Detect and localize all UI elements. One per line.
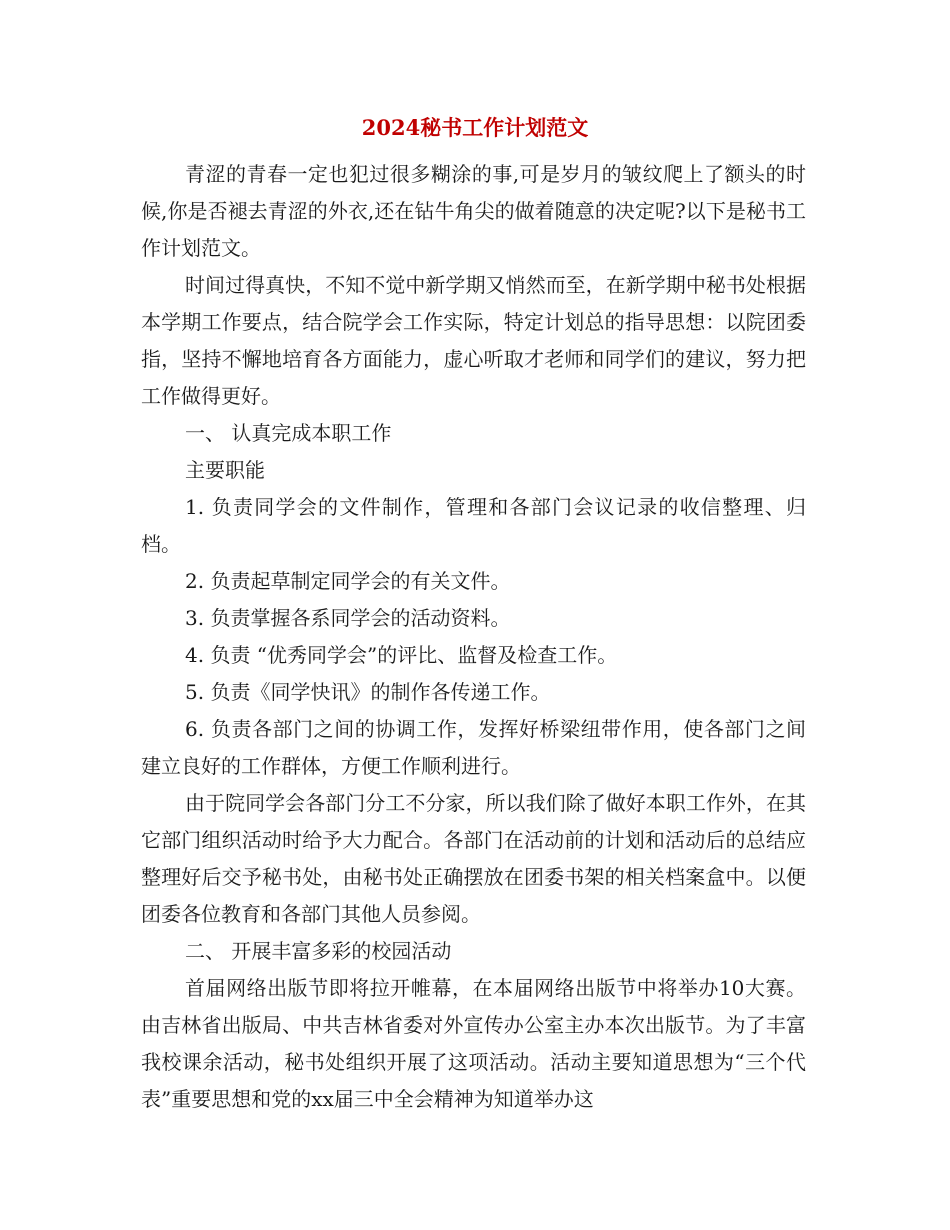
list-item-duty-1: 1. 负责同学会的文件制作，管理和各部门会议记录的收信整理、归档。: [141, 495, 806, 556]
section-heading-2: 二、 开展丰富多彩的校园活动: [185, 939, 452, 963]
list-item-duty-5: 5. 负责《同学快讯》的制作各传递工作。: [185, 680, 551, 704]
list-item-duty-6: 6. 负责各部门之间的协调工作，发挥好桥梁纽带作用，使各部门之间建立良好的工作群体，方便工作顺利进行。: [141, 717, 806, 778]
document-body: [141, 156, 806, 1118]
list-item-duty-4: 4. 负责 “优秀同学会”的评比、监督及检查工作。: [185, 643, 618, 667]
section-heading-1: 一、 认真完成本职工作: [185, 421, 392, 445]
paragraph-guiding-idea: 时间过得真快，不知不觉中新学期又悄然而至，在新学期中秘书处根据本学期工作要点，结合院学会工作实际，特定计划总的指导思想：以院团委指，坚持不懈地培育各方面能力，虚心听取才老师和同学们的建议，努力把工作做得更好。: [141, 273, 806, 408]
paragraph-publishing-festival: 首届网络出版节即将拉开帷幕，在本届网络出版节中将举办10大赛。由吉林省出版局、中共吉林省委对外宣传办公室主办本次出版节。为了丰富我校课余活动，秘书处组织开展了这项活动。活动主要知道思想为“三个代表”重要思想和党的xx届三中全会精神为知道举办这: [141, 976, 806, 1111]
subheading-main-duties: 主要职能: [185, 458, 265, 482]
paragraph-intro: 青涩的青春一定也犯过很多糊涂的事,可是岁月的皱纹爬上了额头的时候,你是否褪去青涩的外衣,还在钻牛角尖的做着随意的决定呢?以下是秘书工作计划范文。: [141, 162, 806, 260]
list-item-duty-2: 2. 负责起草制定同学会的有关文件。: [185, 569, 511, 593]
paragraph-cooperation: 由于院同学会各部门分工不分家，所以我们除了做好本职工作外，在其它部门组织活动时给予大力配合。各部门在活动前的计划和活动后的总结应整理好后交予秘书处，由秘书处正确摆放在团委书架的相关档案盒中。以便团委各位教育和各部门其他人员参阅。: [141, 791, 806, 926]
list-item-duty-3: 3. 负责掌握各系同学会的活动资料。: [185, 606, 511, 630]
document-title: 2024秘书工作计划范文: [361, 115, 589, 140]
